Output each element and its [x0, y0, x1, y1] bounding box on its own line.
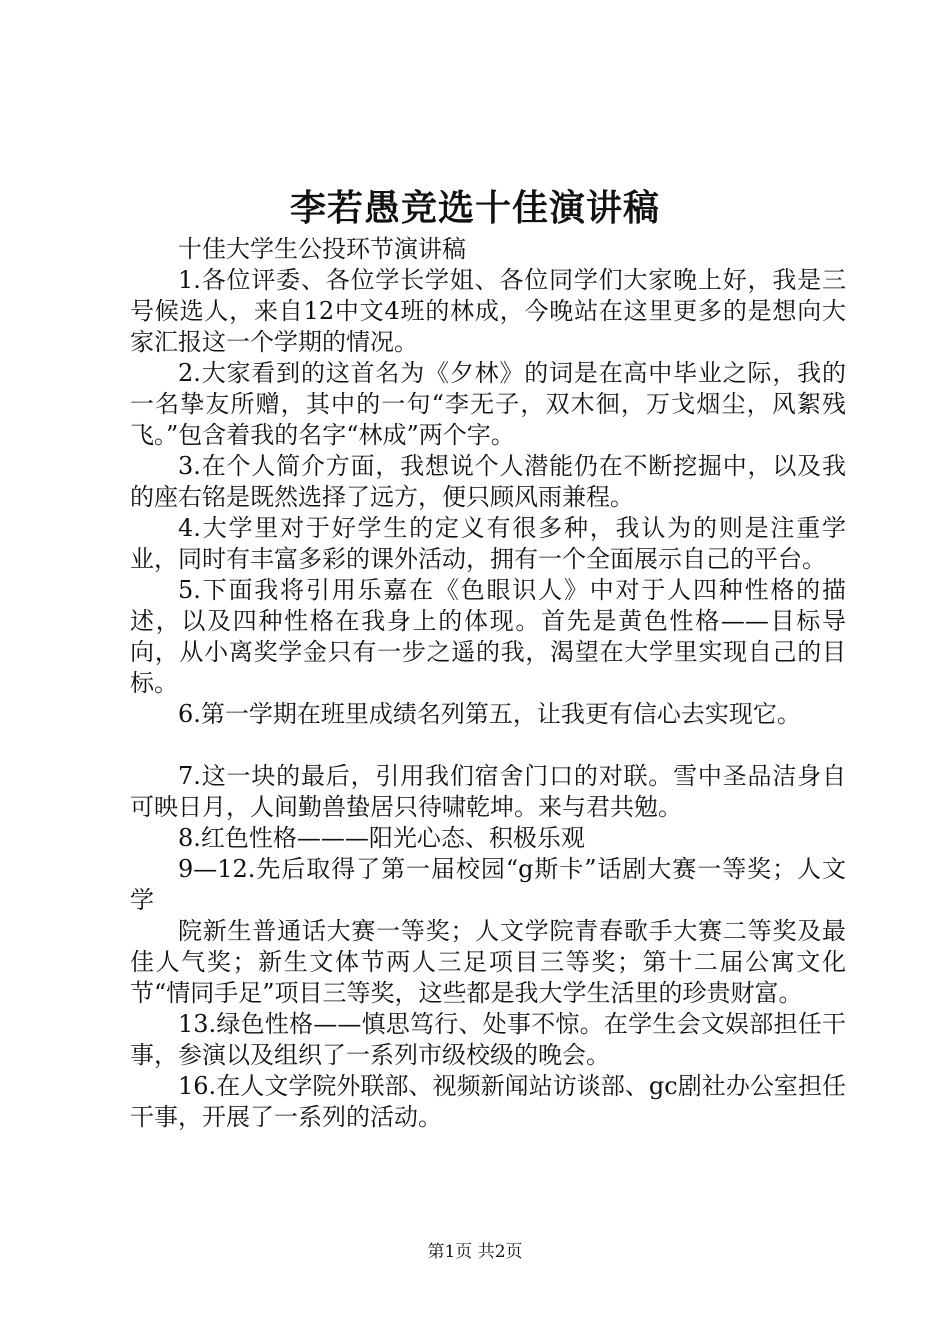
paragraph-16: 16.在人文学院外联部、视频新闻站访谈部、gc剧社办公室担任干事，开展了一系列的活动。	[130, 1072, 846, 1131]
page-footer: 第1页 共2页	[427, 1242, 523, 1262]
paragraph-7: 7.这一块的最后，引用我们宿舍门口的对联。雪中圣品洁身自可映日月，人间勤兽蛰居只待啸乾坤。来与君共勉。	[130, 762, 846, 821]
page-title: 李若愚竞选十佳演讲稿	[289, 187, 660, 229]
paragraph-9-12-continued: 院新生普通话大赛一等奖；人文学院青春歌手大赛二等奖及最佳人气奖；新生文体节两人三足项目三等奖；第十二届公寓文化节“情同手足”项目三等奖，这些都是我大学生活里的珍贵财富。	[130, 917, 846, 1007]
paragraph-13: 13.绿色性格——慎思笃行、处事不惊。在学生会文娱部担任干事，参演以及组织了一系列市级校级的晚会。	[130, 1010, 846, 1069]
paragraph-9-12: 9—12.先后取得了第一届校园“g斯卡”话剧大赛一等奖；人文学	[130, 855, 846, 914]
paragraph-subtitle: 十佳大学生公投环节演讲稿	[178, 235, 466, 263]
paragraph-2: 2.大家看到的这首名为《夕林》的词是在高中毕业之际，我的一名挚友所赠，其中的一句“李无子，双木徊，万戈烟尘，风絮残飞。”包含着我的名字“林成”两个字。	[130, 359, 846, 449]
paragraph-3: 3.在个人简介方面，我想说个人潜能仍在不断挖掘中，以及我的座右铭是既然选择了远方，便只顾风雨兼程。	[130, 452, 846, 511]
paragraph-4: 4.大学里对于好学生的定义有很多种，我认为的则是注重学业，同时有丰富多彩的课外活动，拥有一个全面展示自己的平台。	[130, 514, 846, 573]
paragraph-6: 6.第一学期在班里成绩名列第五，让我更有信心去实现它。	[178, 700, 801, 728]
paragraph-5: 5.下面我将引用乐嘉在《色眼识人》中对于人四种性格的描述，以及四种性格在我身上的体现。首先是黄色性格——目标导向，从小离奖学金只有一步之遥的我，渴望在大学里实现自己的目标。	[130, 576, 846, 697]
document-body	[130, 234, 846, 1133]
paragraph-8: 8.红色性格———阳光心态、积极乐观	[178, 824, 585, 852]
paragraph-1: 1.各位评委、各位学长学姐、各位同学们大家晚上好，我是三号候选人，来自12中文4班的林成，今晚站在这里更多的是想向大家汇报这一个学期的情况。	[130, 266, 846, 356]
